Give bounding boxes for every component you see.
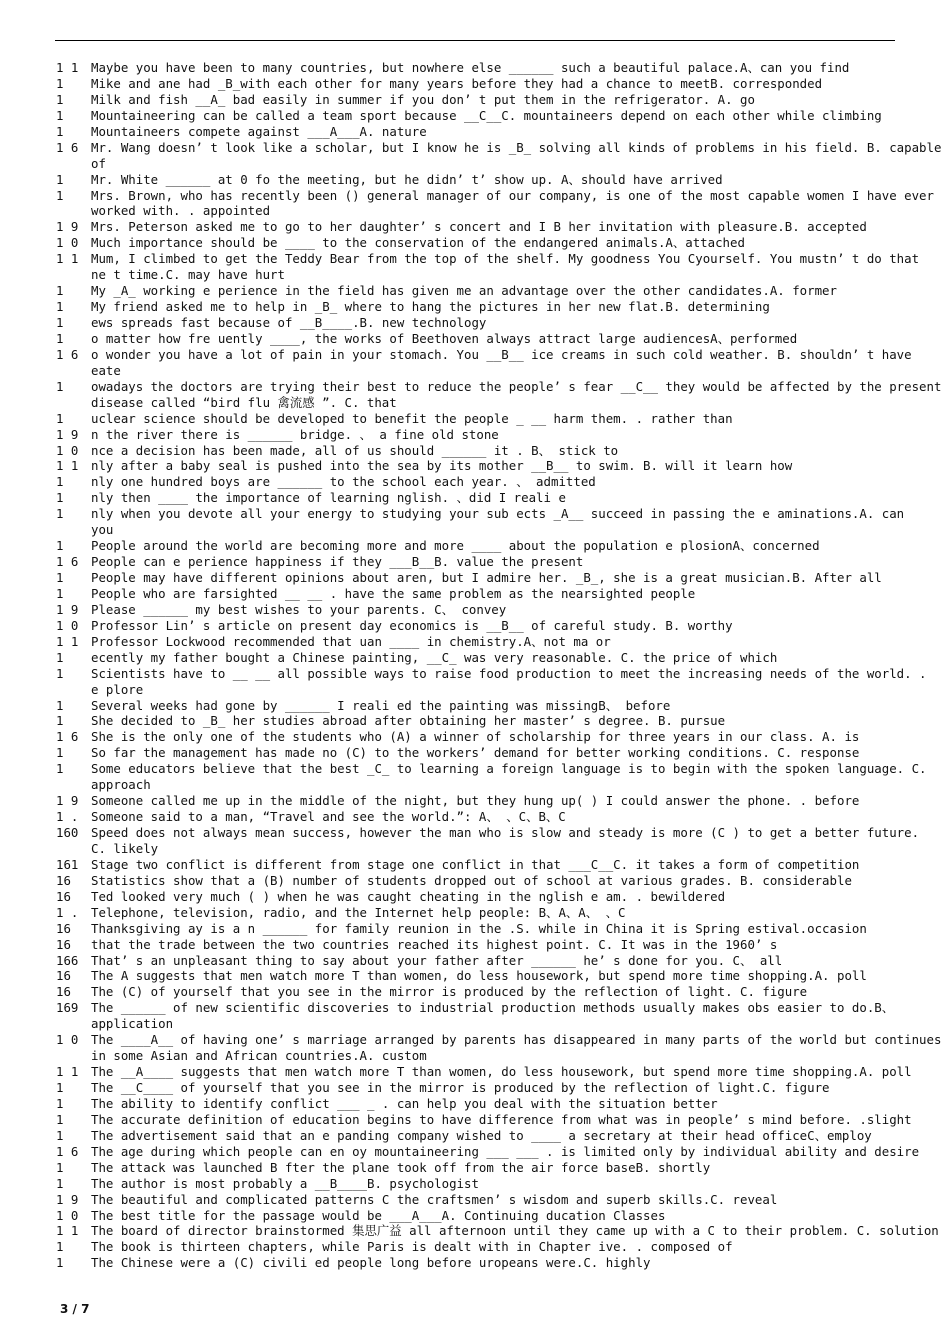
line-number: 1 bbox=[56, 1255, 64, 1271]
line-text: People around the world are becoming more and more ____ about the population e plosionA、concerned bbox=[91, 538, 820, 554]
line-number: 16 bbox=[56, 936, 71, 952]
line-text: Mountaineers compete against ___A___A. nature bbox=[91, 123, 427, 139]
line-text: She is the only one of the students who (A) a winner of scholarship for three years in our class. A. is bbox=[91, 729, 860, 745]
line-text: ne t time.C. may have hurt bbox=[91, 267, 285, 283]
question-line bbox=[0, 1239, 950, 1255]
line-number: 1 0 bbox=[56, 235, 79, 251]
question-line bbox=[0, 968, 950, 984]
question-line bbox=[0, 203, 950, 219]
line-text: disease called “bird flu 禽流感 ”. C. that bbox=[91, 394, 397, 410]
line-number: 1 bbox=[56, 410, 64, 426]
question-line bbox=[0, 538, 950, 554]
line-number: 1 bbox=[56, 330, 64, 346]
question-line bbox=[0, 1128, 950, 1144]
line-number: 1 bbox=[56, 283, 64, 299]
line-number: 1 bbox=[56, 315, 64, 330]
line-text: Mike and ane had _B_with each other for many years before they had a chance to meetB. corresponded bbox=[91, 75, 823, 91]
question-line bbox=[0, 889, 950, 905]
question-list bbox=[0, 60, 950, 1271]
line-number: 1 1 bbox=[56, 1064, 79, 1080]
question-line bbox=[0, 108, 950, 124]
line-text: Please ______ my best wishes to your parents. C、 convey bbox=[91, 601, 507, 617]
line-number: 1 bbox=[56, 187, 64, 203]
line-text: Mr. White ______ at 0 fo the meeting, but he didn’ t’ show up. A、should have arrived bbox=[91, 171, 723, 187]
line-text: worked with. . appointed bbox=[91, 203, 271, 219]
question-line bbox=[0, 873, 950, 889]
question-line bbox=[0, 650, 950, 666]
line-number: 1 bbox=[56, 761, 64, 777]
line-number: 1 1 bbox=[56, 633, 79, 649]
line-text: People may have different opinions about aren, but I admire her. _B_, she is a great musician.B. After all bbox=[91, 570, 882, 585]
line-text: Professor Lin’ s article on present day economics is __B__ of careful study. B. worthy bbox=[91, 617, 733, 633]
line-number: 1 6 bbox=[56, 139, 79, 155]
question-line bbox=[0, 1255, 950, 1271]
line-text: Mr. Wang doesn’ t look like a scholar, but I know he is _B_ solving all kinds of problems in his field. B. capable bbox=[91, 139, 942, 155]
line-text: The beautiful and complicated patterns C the craftsmen’ s wisdom and superb skills.C. reveal bbox=[91, 1191, 778, 1207]
line-number: 161 bbox=[56, 856, 79, 872]
line-text: The attack was launched B fter the plane took off from the air force baseB. shortly bbox=[91, 1159, 711, 1175]
line-number: 1 bbox=[56, 123, 64, 139]
line-number: 1 0 bbox=[56, 617, 79, 633]
question-line bbox=[0, 984, 950, 1000]
line-text: The advertisement said that an e panding company wished to ____ a secretary at their head officeC、employ bbox=[91, 1127, 872, 1143]
question-line bbox=[0, 666, 950, 682]
line-number: 169 bbox=[56, 1000, 79, 1016]
question-line bbox=[0, 315, 950, 331]
line-text: nly after a baby seal is pushed into the sea by its mother __B__ to swim. B. will it learn how bbox=[91, 458, 793, 474]
line-text: My _A_ working e perience in the field has given me an advantage over the other candidates.A. former bbox=[91, 283, 837, 299]
line-number: 1 bbox=[56, 1239, 64, 1255]
question-line bbox=[0, 857, 950, 873]
question-line bbox=[0, 156, 950, 172]
line-text: Much importance should be ____ to the conservation of the endangered animals.A、attached bbox=[91, 235, 745, 251]
line-text: Maybe you have been to many countries, but nowhere else ______ such a beautiful palace.A、can you find bbox=[91, 60, 850, 75]
line-text: n the river there is ______ bridge. 、 a fine old stone bbox=[91, 426, 499, 442]
line-number: 160 bbox=[56, 825, 79, 840]
question-line bbox=[0, 793, 950, 809]
question-line bbox=[0, 745, 950, 761]
question-line bbox=[0, 522, 950, 538]
line-text: Stage two conflict is different from stage one conflict in that ___C__C. it takes a form of competition bbox=[91, 856, 860, 872]
line-number: 1 1 bbox=[56, 251, 79, 267]
line-number: 1 bbox=[56, 570, 64, 585]
line-number: 1 bbox=[56, 1095, 64, 1111]
line-text: That’ s an unpleasant thing to say about your father after ______ he’ s done for you. C、 all bbox=[91, 952, 783, 968]
line-text: Telephone, television, radio, and the Internet help people: B、A、A、 、C bbox=[91, 904, 626, 920]
line-text: Mountaineering can be called a team sport because __C__C. mountaineers depend on each other while climbing bbox=[91, 107, 882, 123]
question-line bbox=[0, 713, 950, 729]
line-number: 1 1 bbox=[56, 458, 79, 474]
line-number: 1 6 bbox=[56, 346, 79, 362]
line-number: 1 0 bbox=[56, 1032, 79, 1048]
question-line bbox=[0, 267, 950, 283]
line-number: 1 bbox=[56, 665, 64, 681]
question-line bbox=[0, 506, 950, 522]
line-text: So far the management has made no (C) to the workers’ demand for better working conditions. C. response bbox=[91, 745, 860, 761]
line-number: 1 bbox=[56, 299, 64, 315]
line-number: 16 bbox=[56, 968, 71, 984]
line-text: approach bbox=[91, 777, 151, 793]
question-line bbox=[0, 140, 950, 156]
line-text: Several weeks had gone by ______ I reali ed the painting was missingB、 before bbox=[91, 697, 671, 713]
question-line bbox=[0, 1016, 950, 1032]
line-number: 1 9 bbox=[56, 1191, 79, 1207]
line-text: nly when you devote all your energy to studying your sub ects _A__ succeed in passing the e aminations.A. can bbox=[91, 506, 905, 522]
line-number: 1 bbox=[56, 1175, 64, 1191]
question-line bbox=[0, 554, 950, 570]
top-rule bbox=[55, 40, 895, 41]
line-text: Mum, I climbed to get the Teddy Bear from the top of the shelf. My goodness You Cyourself. You mustn’ t do that bbox=[91, 251, 920, 267]
line-text: Someone called me up in the middle of the night, but they hung up( ) I could answer the phone. . before bbox=[91, 793, 860, 809]
question-line bbox=[0, 1208, 950, 1224]
line-number: 1 6 bbox=[56, 729, 79, 745]
line-text: Statistics show that a (B) number of students dropped out of school at various grades. B. considerable bbox=[91, 872, 852, 888]
line-number: 1 bbox=[56, 378, 64, 394]
line-number: 1 bbox=[56, 490, 64, 506]
line-text: The ability to identify conflict ___ _ . can help you deal with the situation better bbox=[91, 1095, 718, 1111]
line-text: She decided to _B_ her studies abroad after obtaining her master’ s degree. B. pursue bbox=[91, 713, 726, 729]
line-number: 1 bbox=[56, 107, 64, 123]
question-line bbox=[0, 331, 950, 347]
question-line bbox=[0, 474, 950, 490]
line-number: 1 1 bbox=[56, 1223, 79, 1239]
line-text: People can e perience happiness if they ___B__B. value the present bbox=[91, 554, 584, 570]
line-text: o wonder you have a lot of pain in your stomach. You __B__ ice creams in such cold weather. B. shouldn’ t have bbox=[91, 346, 912, 362]
line-text: The board of director brainstormed 集思广益 all afternoon until they came up with a C to their problem. C. solution bbox=[91, 1223, 939, 1239]
line-text: Mrs. Brown, who has recently been () general manager of our company, is one of the most capable women I have ever bbox=[91, 187, 934, 203]
line-number: 1 bbox=[56, 649, 64, 665]
line-text: The author is most probably a __B____B. psychologist bbox=[91, 1175, 479, 1191]
question-line bbox=[0, 618, 950, 634]
question-line bbox=[0, 347, 950, 363]
line-text: The __A____ suggests that men watch more T than women, do less housework, but spend more time shopping.A. poll bbox=[91, 1064, 912, 1080]
line-text: uclear science should be developed to benefit the people _ __ harm them. . rather than bbox=[91, 410, 733, 426]
question-line bbox=[0, 1096, 950, 1112]
question-line bbox=[0, 586, 950, 602]
line-number: 16 bbox=[56, 920, 71, 936]
line-text: The Chinese were a (C) civili ed people long before uropeans were.C. highly bbox=[91, 1255, 651, 1271]
line-text: ecently my father bought a Chinese painting, __C_ was very reasonable. C. the price of which bbox=[91, 649, 778, 665]
line-number: 1 9 bbox=[56, 793, 79, 809]
line-text: Speed does not always mean success, however the man who is slow and steady is more (C ) to get a better future. bbox=[91, 825, 920, 840]
question-line bbox=[0, 76, 950, 92]
line-text: you bbox=[91, 522, 114, 538]
question-line bbox=[0, 937, 950, 953]
line-number: 1 9 bbox=[56, 426, 79, 442]
question-line bbox=[0, 1144, 950, 1160]
line-text: The __C____ of yourself that you see in the mirror is produced by the reflection of light.C. figure bbox=[91, 1080, 830, 1095]
line-number: 1 1 bbox=[56, 60, 79, 75]
question-line bbox=[0, 427, 950, 443]
question-line bbox=[0, 905, 950, 921]
line-number: 16 bbox=[56, 872, 71, 888]
line-number: 1 . bbox=[56, 904, 79, 920]
question-line bbox=[0, 921, 950, 937]
line-number: 1 bbox=[56, 171, 64, 187]
line-text: nly then ____ the importance of learning nglish. 、did I reali e bbox=[91, 490, 566, 506]
line-number: 1 bbox=[56, 745, 64, 761]
line-number: 1 bbox=[56, 75, 64, 91]
question-line bbox=[0, 570, 950, 586]
line-text: Thanksgiving ay is a n ______ for family reunion in the .S. while in China it is Spring estival.occasion bbox=[91, 920, 867, 936]
question-line bbox=[0, 251, 950, 267]
line-text: Mrs. Peterson asked me to go to her daughter’ s concert and I B her invitation with pleasure.B. accepted bbox=[91, 219, 867, 235]
line-text: The ______ of new scientific discoveries to industrial production methods usually makes obs easier to do.B、 bbox=[91, 1000, 895, 1016]
line-text: Scientists have to __ __ all possible ways to raise food production to meet the increasing needs of the world. . bbox=[91, 665, 927, 681]
question-line bbox=[0, 1032, 950, 1048]
question-line bbox=[0, 1000, 950, 1016]
line-number: 166 bbox=[56, 952, 79, 968]
line-text: that the trade between the two countries reached its highest point. C. It was in the 1960’ s bbox=[91, 936, 778, 952]
question-line bbox=[0, 395, 950, 411]
question-line bbox=[0, 698, 950, 714]
question-line bbox=[0, 1048, 950, 1064]
line-text: The A suggests that men watch more T than women, do less housework, but spend more time shopping.A. poll bbox=[91, 968, 867, 984]
line-text: nly one hundred boys are ______ to the school each year. 、 admitted bbox=[91, 474, 596, 490]
line-text: The (C) of yourself that you see in the mirror is produced by the reflection of light. C. figure bbox=[91, 984, 808, 1000]
question-line bbox=[0, 602, 950, 618]
line-text: e plore bbox=[91, 681, 144, 697]
line-text: The ____A__ of having one’ s marriage arranged by parents has disappeared in many parts of the world but continues bbox=[91, 1032, 942, 1048]
page-number: 3 / 7 bbox=[60, 1302, 90, 1316]
line-text: Milk and fish __A_ bad easily in summer if you don’ t put them in the refrigerator. A. go bbox=[91, 91, 755, 107]
line-text: Professor Lockwood recommended that uan ____ in chemistry.A、not ma or bbox=[91, 633, 611, 649]
question-line bbox=[0, 1160, 950, 1176]
question-line bbox=[0, 729, 950, 745]
line-text: application bbox=[91, 1016, 174, 1032]
question-line bbox=[0, 1176, 950, 1192]
line-text: The accurate definition of education begins to have difference from what was in people’ s mind before. .slight bbox=[91, 1111, 912, 1127]
line-text: Some educators believe that the best _C_ to learning a foreign language is to begin with the spoken language. C. bbox=[91, 761, 927, 777]
question-line bbox=[0, 363, 950, 379]
line-text: The best title for the passage would be ___A___A. Continuing ducation Classes bbox=[91, 1207, 666, 1223]
line-number: 1 bbox=[56, 713, 64, 729]
line-number: 1 bbox=[56, 585, 64, 601]
line-number: 1 bbox=[56, 1127, 64, 1143]
question-line bbox=[0, 777, 950, 793]
question-line bbox=[0, 411, 950, 427]
line-number: 1 bbox=[56, 91, 64, 107]
line-number: 1 0 bbox=[56, 442, 79, 458]
question-line bbox=[0, 825, 950, 841]
line-number: 1 bbox=[56, 697, 64, 713]
question-line bbox=[0, 299, 950, 315]
line-number: 1 . bbox=[56, 809, 79, 825]
line-text: The book is thirteen chapters, while Paris is dealt with in Chapter ive. . composed of bbox=[91, 1239, 733, 1255]
question-line bbox=[0, 1223, 950, 1239]
question-line bbox=[0, 188, 950, 204]
line-text: Someone said to a man, “Travel and see the world.”: A、 、C、B、C bbox=[91, 809, 566, 825]
question-line bbox=[0, 124, 950, 140]
line-number: 1 bbox=[56, 506, 64, 522]
line-text: owadays the doctors are trying their best to reduce the people’ s fear __C__ they would be affected by the present bbox=[91, 378, 942, 394]
question-line bbox=[0, 1064, 950, 1080]
question-line bbox=[0, 682, 950, 698]
question-line bbox=[0, 634, 950, 650]
question-line bbox=[0, 490, 950, 506]
line-text: nce a decision has been made, all of us should ______ it . B、 stick to bbox=[91, 442, 619, 458]
line-number: 1 0 bbox=[56, 1207, 79, 1223]
question-line bbox=[0, 443, 950, 459]
line-number: 16 bbox=[56, 888, 71, 904]
line-number: 1 9 bbox=[56, 219, 79, 235]
line-text: People who are farsighted __ __ . have the same problem as the nearsighted people bbox=[91, 585, 696, 601]
question-line bbox=[0, 92, 950, 108]
question-line bbox=[0, 379, 950, 395]
question-line bbox=[0, 953, 950, 969]
line-text: My friend asked me to help in _B_ where to hang the pictures in her new flat.B. determining bbox=[91, 299, 770, 315]
question-line bbox=[0, 841, 950, 857]
line-text: in some Asian and African countries.A. custom bbox=[91, 1048, 427, 1064]
line-number: 1 6 bbox=[56, 1143, 79, 1159]
line-text: The age during which people can en oy mountaineering ___ ___ . is limited only by individual ability and desire bbox=[91, 1143, 920, 1159]
line-number: 1 bbox=[56, 538, 64, 554]
question-line bbox=[0, 235, 950, 251]
line-text: o matter how fre uently ____, the works of Beethoven always attract large audiencesA、performed bbox=[91, 330, 798, 346]
line-number: 1 9 bbox=[56, 601, 79, 617]
line-text: eate bbox=[91, 362, 121, 378]
question-line bbox=[0, 60, 950, 76]
question-line bbox=[0, 283, 950, 299]
question-line bbox=[0, 761, 950, 777]
line-text: of bbox=[91, 155, 106, 171]
line-text: C. likely bbox=[91, 840, 159, 856]
line-text: ews spreads fast because of __B____.B. new technology bbox=[91, 315, 487, 330]
line-number: 1 bbox=[56, 1080, 64, 1095]
question-line bbox=[0, 1080, 950, 1096]
line-number: 1 bbox=[56, 474, 64, 490]
question-line bbox=[0, 458, 950, 474]
line-number: 1 bbox=[56, 1159, 64, 1175]
question-line bbox=[0, 809, 950, 825]
line-text: Ted looked very much ( ) when he was caught cheating in the nglish e am. . bewildered bbox=[91, 888, 726, 904]
question-line bbox=[0, 1112, 950, 1128]
line-number: 16 bbox=[56, 984, 71, 1000]
question-line bbox=[0, 219, 950, 235]
question-line bbox=[0, 172, 950, 188]
question-line bbox=[0, 1192, 950, 1208]
line-number: 1 6 bbox=[56, 554, 79, 570]
line-number: 1 bbox=[56, 1111, 64, 1127]
